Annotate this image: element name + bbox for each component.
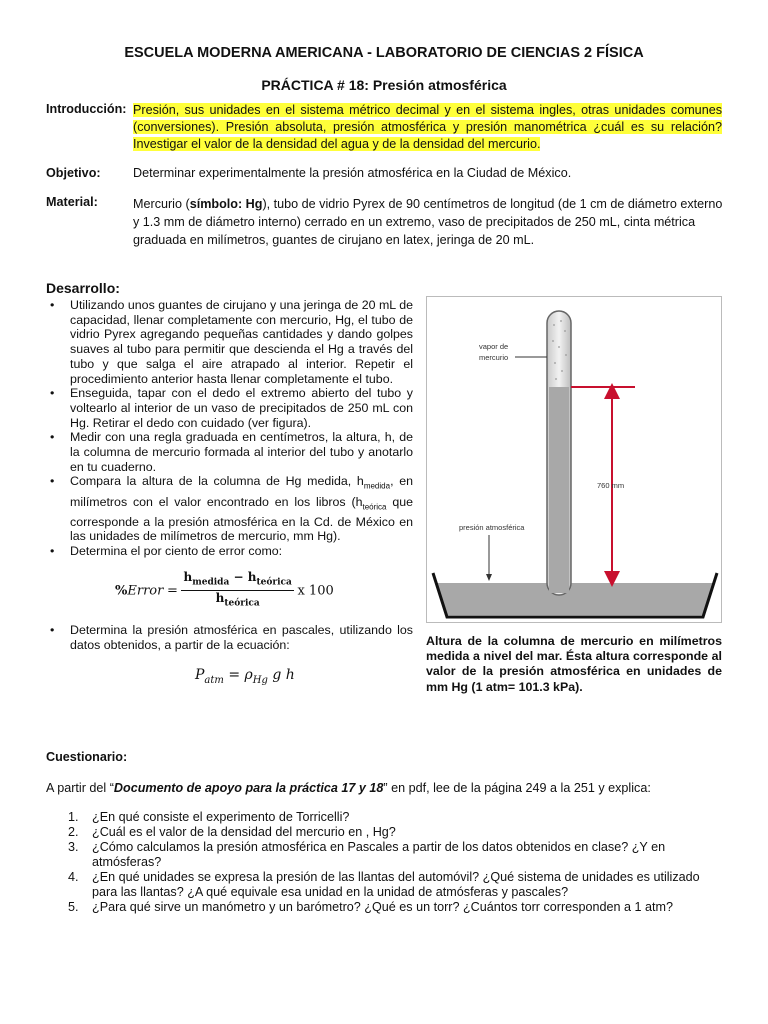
question-item: 1. ¿En qué consiste el experimento de Torricelli?	[68, 810, 350, 824]
development-step: • Determina la presión atmosférica en pascales, utilizando los datos obtenidos, a partir de la ecuación:	[46, 623, 413, 652]
step4-sub1: medida	[363, 481, 391, 491]
step4-sub2: teórica	[362, 502, 387, 512]
vapor-label-2: mercurio	[479, 353, 509, 362]
material-pre: Mercurio (	[133, 197, 190, 211]
school-title: ESCUELA MODERNA AMERICANA - LABORATORIO DE CIENCIAS 2 FÍSICA	[124, 45, 644, 61]
pressure-arrow-head	[486, 574, 492, 581]
p-symbol: P	[195, 667, 205, 683]
q-intro-doc: Documento de apoyo para la práctica 17 y 18	[113, 781, 384, 795]
torricelli-diagram	[427, 297, 723, 624]
development-list-2	[46, 623, 413, 652]
question-item: 5. ¿Para qué sirve un manómetro y un barómetro? ¿Qué es un torr? ¿Cuántos torr corresponden a 1 atm?	[68, 900, 673, 914]
error-denominator: $h_{teórica}$	[215, 591, 260, 609]
error-word: Error	[127, 583, 164, 599]
error-times: x 100	[297, 583, 334, 599]
error-numerator: $h_{medida} - h_{teórica}$	[181, 570, 293, 591]
intro-label: Introducción:	[46, 102, 127, 116]
pressure-formula	[195, 667, 295, 688]
p-eq: =	[223, 667, 245, 683]
intro-text	[133, 102, 722, 153]
question-item: 4. ¿En qué unidades se expresa la presión de las llantas del automóvil? ¿Qué sistema de unidades es utilizado para las llantas? ¿A qué equivale esa unidad en la unidad de atmósferas y pascales?	[68, 870, 700, 899]
dish-mercury	[435, 583, 715, 615]
objective-text: Determinar experimentalmente la presión atmosférica en la Ciudad de México.	[133, 166, 572, 180]
q-intro-post: ” en pdf, lee de la página 249 a la 251 y explica:	[383, 781, 651, 795]
development-step: • Determina el por ciento de error como:	[46, 544, 413, 559]
question-item: 2. ¿Cuál es el valor de la densidad del mercurio en , Hg?	[68, 825, 396, 839]
rho-sub: Hg	[252, 674, 268, 686]
development-step: • Utilizando unos guantes de cirujano y una jeringa de 20 mL de capacidad, llenar completamente con mercurio, Hg, el tubo de vidrio Pyrex agregando pequeñas cantidades y dando golpes suaves al tubo para permitir que descienda el Hg a través del tubo y que salga el aire atrapado al interior. Repetir el procedimiento anterior hasta llenar completamente el tubo.	[46, 298, 413, 386]
intro-highlight: Presión, sus unidades en el sistema métrico decimal y en el sistema ingles, otras unidades comunes (conversiones). Presión absoluta, presión atmosférica y presión manométrica ¿cuál es su relación? Investigar el valor de la densidad del agua y de la densidad del mercurio.	[133, 103, 722, 151]
height-label: 760 mm	[597, 481, 625, 490]
q-intro-pre: A partir del “	[46, 781, 114, 795]
questionnaire-title: Cuestionario:	[46, 750, 128, 764]
development-step: • Enseguida, tapar con el dedo el extremo abierto del tubo y voltearlo al interior de un vaso de precipitados de 250 mL con Hg. Retirar el dedo con cuidado (ver figura).	[46, 386, 413, 430]
error-fraction	[181, 570, 293, 612]
pressure-label: presión atmosférica	[459, 523, 525, 532]
error-pct: %	[115, 583, 128, 599]
development-step: • Medir con una regla graduada en centímetros, la altura, h, de la columna de mercurio formada al interior del tubo y anotarlo en tu cuaderno.	[46, 430, 413, 474]
torricelli-figure	[426, 296, 722, 623]
mercury-column	[549, 387, 569, 593]
development-list	[46, 298, 413, 559]
development-title: Desarrollo:	[46, 280, 120, 296]
questionnaire-intro	[46, 781, 726, 796]
step4-b: , en milímetros con el valor encontrado en los libros (h	[70, 474, 413, 509]
step4-c: que corresponde a la presión atmosférica en la Cd. de México en las unidades de milímetros de mercurio, mm Hg).	[70, 494, 413, 544]
vapor-label-1: vapor de	[479, 342, 509, 351]
practice-title: PRÁCTICA # 18: Presión atmosférica	[261, 77, 507, 93]
material-symbol: símbolo: Hg	[189, 197, 263, 211]
development-step	[46, 474, 413, 544]
p-rest: g h	[267, 667, 295, 683]
error-formula	[115, 570, 334, 612]
material-label: Material:	[46, 195, 98, 209]
material-post: ), tubo de vidrio Pyrex de 90 centímetros de longitud (de 1 cm de diámetro externo y 1.3 mm de diámetro interno) cerrado en un extremo, vaso de precipitados de 250 mL, cinta métrica graduada en milímetros, guantes de cirujano en latex, jeringa de 20 mL.	[133, 197, 723, 247]
question-item: 3. ¿Cómo calculamos la presión atmosférica en Pascales a partir de los datos obtenidos en clase? ¿Y en atmósferas?	[68, 840, 666, 869]
material-text	[133, 195, 725, 249]
p-sub: atm	[204, 674, 224, 686]
objective-label: Objetivo:	[46, 166, 101, 180]
rho-symbol: ρ	[244, 667, 253, 683]
step4-a: Compara la altura de la columna de Hg medida, h	[70, 474, 364, 489]
error-eq: =	[166, 583, 178, 599]
figure-caption: Altura de la columna de mercurio en milímetros medida a nivel del mar. Ésta altura corresponde al valor de la presión atmosférica en unidades de mm Hg (1 atm= 101.3 kPa).	[426, 634, 722, 694]
question-list	[68, 810, 718, 915]
